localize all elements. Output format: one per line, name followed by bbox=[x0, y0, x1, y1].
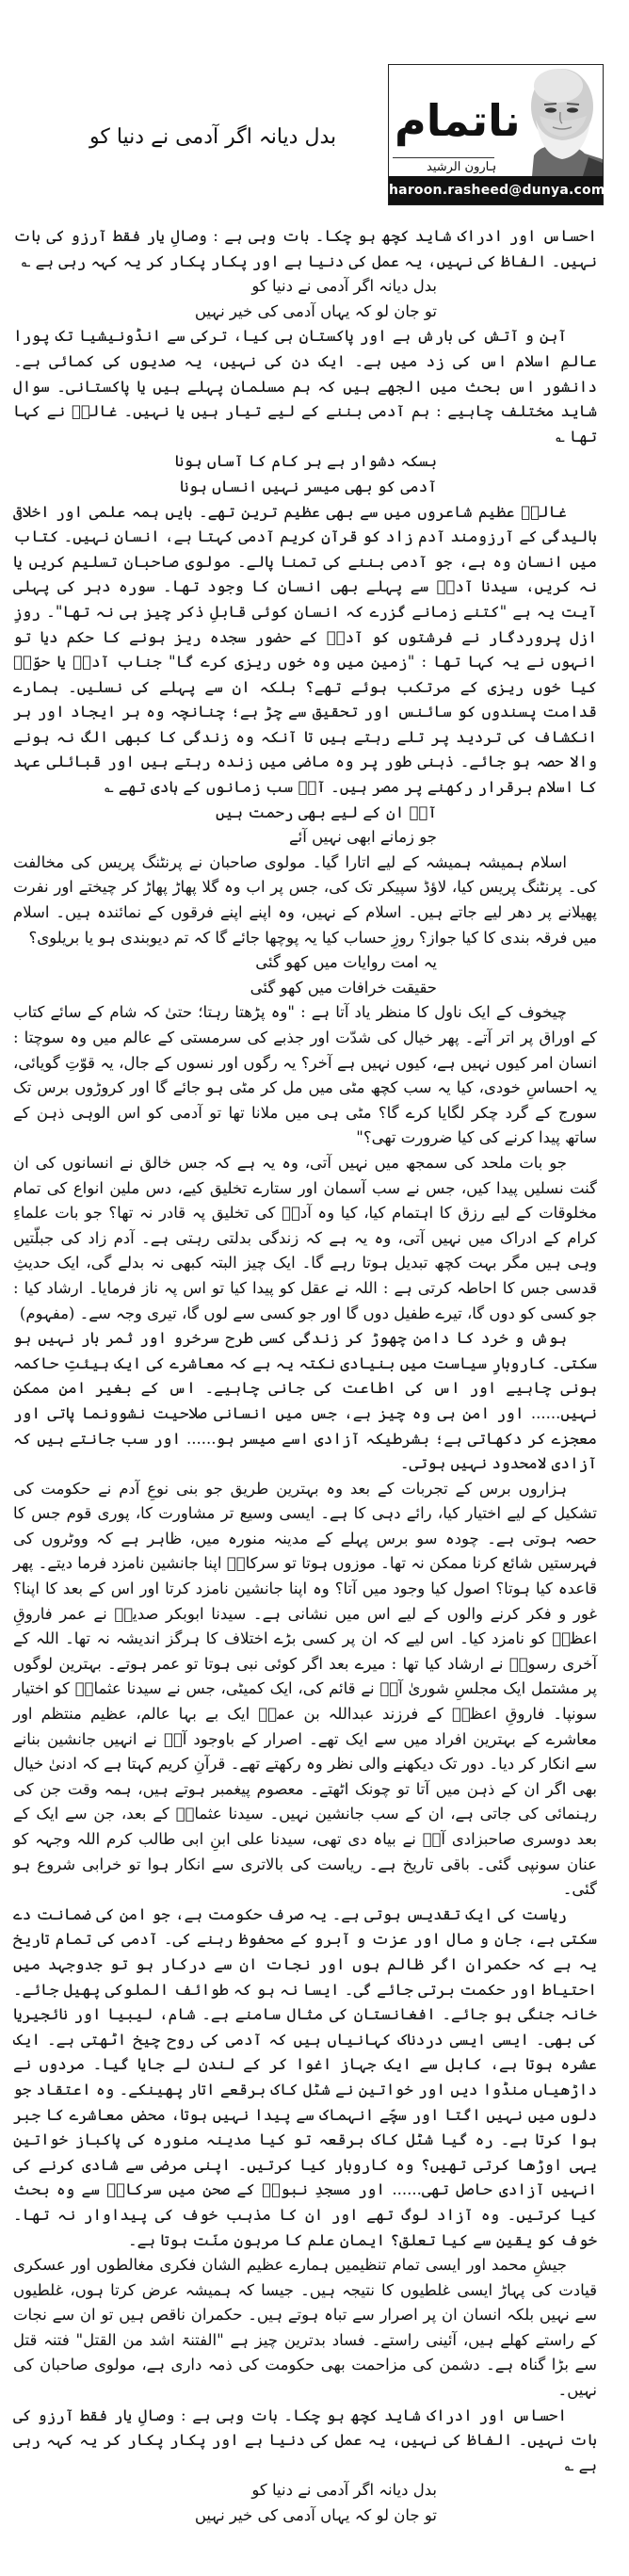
column-logo bbox=[388, 64, 629, 205]
verse-line: تو جان لو کہ یہاں آدمی کی خیر نہیں bbox=[194, 301, 437, 320]
article-paragraph: غالبؔ عظیم شاعروں میں سے بھی عظیم ترین تھے۔ بایں ہمہ علمی اور اخلاقی بالیدگی کے آرزومند آدم زاد کو قرآنِ کریم آدمی کہتا ہے، انسان نہیں۔ کتاب میں انسان وہ ہے، جو آدمی بننے کی تمنا پالے۔ مولوی صاحبان تسلیم کریں یا نہ کریں، سیدنا آدمؑ سے پہلے بھی انسان کا وجود تھا۔ سورہ دہر کی پہلی آیت یہ ہے "کتنے زمانے گزرے کہ انسان کوئی قابلِ ذکر چیز ہی نہ تھا"۔ روزِ ازل پروردگار نے فرشتوں کو آدمؑ کے حضور سجدہ ریز ہونے کا حکم دیا تو انہوں نے یہ کہا تھا : "زمین میں وہ خوں ریزی کرے گا" جناب آدمؑ یا حوّاؑ کیا خوں ریزی کے مرتکب ہوئے تھے؟ بلکہ ان سے پہلے کی نسلیں۔ ہمارے قدامت پسندوں کو سائنس اور تحقیق سے چڑ ہے؛ چنانچہ وہ ہر ایجاد اور ہر انکشاف کی تردید پر تلے رہتے ہیں تا آنکہ وہ زندگی کا کبھی الگ نہ ہونے والا حصہ ہو جائے۔ ذہنی طور پر وہ ماضی میں زندہ رہتے ہیں اور قبائلی عہد کا اسلام برقرار رکھنے پر مصر ہیں۔ آپؐ سب زمانوں کے ہادی تھے ؎ bbox=[13, 502, 597, 797]
column-divider bbox=[393, 157, 494, 158]
article-paragraph: ریاست کی ایک تقدیس ہوتی ہے۔ یہ صرف حکومت ہے، جو امن کی ضمانت دے سکتی ہے، جان و مال اور عزت و آبرو کے محفوظ رہنے کی۔ آدمی کی تمام تاریخ یہ ہے کہ حکمران اگر ظالم ہوں اور نجات ان سے درکار ہو تو جدوجہد میں احتیاط اور حکمت برتی جائے گی۔ ایسا نہ ہو کہ طوائف الملوکی پھیل جائے۔ خانہ جنگی ہو جائے۔ افغانستان کی مثال سامنے ہے۔ شام، لیبیا اور نائجیریا کی بھی۔ ایسی ایسی دردناک کہانیاں ہیں کہ آدمی کی روح چیخ اٹھتی ہے۔ ایک عشرہ ہوتا ہے، کابل سے ایک جہاز اغوا کر کے لندن لے جایا گیا۔ مردوں نے داڑھیاں منڈوا دیں اور خواتین نے شٹل کاک برقعے اتار پھینکے۔ وہ اعتقاد جو دلوں میں نہیں اگتا اور سچّے انہماک سے پیدا نہیں ہوتا، محض معاشرے کا جبر ہوا کرتا ہے۔ رہ گیا شٹل کاک برقعہ تو کیا مدینہ منورہ کی پاکباز خواتین یہی اوڑھا کرتی تھیں؟ وہ کاروبار کیا کرتیں۔ اپنی مرضی سے شادی کرنے کی انہیں آزادی حاصل تھی...... اور مسجدِ نبویؐ کے صحن میں سرکارؐ سے وہ بحث کیا کرتیں۔ وہ آزاد لوگ تھے اور ان کا مذہب خوف کی پیداوار نہ تھا۔ خوف کو یقین سے کیا تعلق؟ ایمان علم کا مرہونِ منّت ہوتا ہے۔ bbox=[13, 1904, 597, 2249]
article-paragraph: ہوش و خرد کا دامن چھوڑ کر زندگی کسی طرح سرخرو اور ثمر بار نہیں ہو سکتی۔ کاروبارِ سیاست میں بنیادی نکتہ یہ ہے کہ معاشرے کی ایک ہیئتِ حاکمہ ہونی چاہیے اور اس کی اطاعت کی جانی چاہیے۔ اس کے بغیر امن ممکن نہیں...... اور امن ہی وہ چیز ہے، جس میں انسانی صلاحیت نشوونما پاتی اور معجزے کر دکھاتی ہے؛ بشرطیکہ آزادی اسے میسر ہو...... اور سب جانتے ہیں کہ آزادی لامحدود نہیں ہوتی۔ bbox=[13, 1329, 597, 1473]
article-body bbox=[13, 224, 597, 2529]
article-paragraph: چیخوف کے ایک ناول کا منظر یاد آتا ہے : "وہ پڑھتا رہتا؛ حتیٰ کہ شام کے سائے کتاب کے اوراق پر اتر آتے۔ پھر خیال کی شدّت اور جذبے کی سرمستی کے عالم میں وہ سوچتا : انسان امر کیوں نہیں ہے، کیوں نہیں ہے آخر؟ یہ رگوں اور نسوں کے جال، یہ قوّتِ گویائی، یہ احساسِ خودی، کیا یہ سب کچھ مٹی میں مل کر مٹی ہو جائے گا اور کروڑوں برس تک سورج کے گرد چکر لگایا کرے گا؟ مٹی ہی میں ملانا تھا تو آدمی کو اس الوہی ذہن کے ساتھ پیدا کرنے کی کیا ضرورت تھی؟" bbox=[13, 1003, 597, 1147]
poetry-verse bbox=[13, 950, 597, 1000]
author-email[interactable]: haroon.rasheed@dunya.com.pk bbox=[389, 176, 603, 204]
verse-line: بسکہ دشوار ہے ہر کام کا آساں ہونا bbox=[174, 452, 437, 471]
verse-line: بدل دیانہ اگر آدمی نے دنیا کو bbox=[251, 2481, 437, 2500]
article-headline: بدل دیانہ اگر آدمی نے دنیا کو bbox=[89, 125, 337, 149]
verse-line: حقیقت خرافات میں کھو گئی bbox=[250, 978, 437, 996]
article-paragraph: جو بات ملحد کی سمجھ میں نہیں آتی، وہ یہ ہے کہ جس خالق نے انسانوں کی ان گنت نسلیں پیدا کیں، جس نے سب آسمان اور ستارے تخلیق کیے، دس ملین انواع کی تمام مخلوقات کے لیے رزق کا اہتمام کیا، کیا وہ آدمؑ کی تخلیق پہ قادر نہ تھا؟ جو بات علماءِ کرام کے ادراک میں نہیں آتی، وہ یہ ہے کہ زندگی بدلتی رہتی ہے۔ آدم زاد کی جبلّتیں وہی ہیں مگر بہت کچھ تبدیل ہوتا رہے گا۔ ایک چیز البتہ کبھی نہ بدلے گی، ایک حدیثِ قدسی جس کا احاطہ کرتی ہے : اللہ نے عقل کو پیدا کیا تو اس پہ ناز فرمایا۔ ارشاد کیا : جو کسی کو دوں گا، تیرے طفیل دوں گا اور جو کسی سے لوں گا، تیری وجہ سے۔ (مفہوم) bbox=[13, 1153, 597, 1322]
poetry-verse bbox=[13, 274, 597, 324]
verse-line: تو جان لو کہ یہاں آدمی کی خیر نہیں bbox=[194, 2506, 437, 2525]
verse-line: یہ امت روایات میں کھو گئی bbox=[255, 953, 437, 972]
poetry-verse bbox=[13, 449, 597, 499]
article-paragraph: آہن و آتش کی بارش ہے اور پاکستان ہی کیا، ترکی سے انڈونیشیا تک پورا عالمِ اسلام اس کی زد میں ہے۔ ایک دن کی نہیں، یہ صدیوں کی کمائی ہے۔ دانشور اس بحث میں الجھے ہیں کہ ہم مسلمان پہلے ہیں یا پاکستانی۔ سوال شاید مختلف چاہیے : ہم آدمی بننے کے لیے تیار ہیں یا نہیں۔ غالبؔ نے کہا تھا ؎ bbox=[13, 327, 597, 446]
article-paragraph: جیشِ محمد اور ایسی تمام تنظیمیں ہمارے عظیم الشان فکری مغالطوں اور عسکری قیادت کی پہاڑ ایسی غلطیوں کا نتیجہ ہیں۔ جیسا کہ ہمیشہ عرض کرتا ہوں، غلطیوں سے نہیں بلکہ انسان ان پر اصرار سے تباہ ہوتے ہیں۔ حکمران ناقص ہیں تو ان سے نجات کے راستے کھلے ہیں، آئینی راستے۔ فساد بدترین چیز ہے "الفتنۃ اشد من القتل" فتنہ قتل سے بڑا گناہ ہے۔ دشمن کی مزاحمت بھی حکومت کی ذمہ داری ہے، مولوی صاحبان کی نہیں۔ bbox=[13, 2256, 597, 2400]
columnist-portrait-icon bbox=[513, 65, 603, 176]
author-name: ہارون الرشید bbox=[427, 160, 497, 174]
verse-line: بدل دیانہ اگر آدمی نے دنیا کو bbox=[251, 277, 437, 296]
poetry-verse bbox=[13, 801, 597, 851]
verse-line: جو زمانے ابھی نہیں آئے bbox=[289, 828, 437, 847]
column-name: ناتمام bbox=[395, 95, 521, 146]
verse-line: آدمی کو بھی میسر نہیں انساں ہونا bbox=[179, 477, 437, 495]
article-paragraph: احساس اور ادراک شاید کچھ ہو چکا۔ بات وہی ہے : وصالِ یار فقط آرزو کی بات نہیں۔ الفاظ کی نہیں، یہ عمل کی دنیا ہے اور پکار پکار کر یہ کہہ رہی ہے ؎ bbox=[13, 2406, 597, 2474]
poetry-verse bbox=[13, 2478, 597, 2528]
article-paragraph: ہزاروں برس کے تجربات کے بعد وہ بہترین طریق جو بنی نوعِ آدم نے حکومت کی تشکیل کے لیے اختیار کیا، رائے دہی کا ہے۔ ایسی وسیع تر مشاورت کا، پوری قوم جس کا حصہ ہوتی ہے۔ چودہ سو برس پہلے کے مدینہ منورہ میں، ظاہر ہے کہ ووٹروں کی فہرستیں شائع کرنا ممکن نہ تھا۔ موزوں ہوتا تو سرکارؐ اپنا جانشین نامزد فرما دیتے۔ پھر قاعدہ کیا ہوتا؟ اصول کیا وجود میں آتا؟ وہ اپنا جانشین نامزد کرتا اور اس کے بعد کا اپنا؟ غور و فکر کرنے والوں کے لیے اس میں نشانی ہے۔ سیدنا ابوبکر صدیقؓ نے عمر فاروقِ اعظمؓ کو نامزد کیا۔ اس لیے کہ ان پر کسی بڑے اختلاف کا ہرگز اندیشہ نہ تھا۔ اللہ کے آخری رسولؐ نے ارشاد کیا تھا : میرے بعد اگر کوئی نبی ہوتا تو عمر ہوتے۔ بہترین لوگوں پر مشتمل ایک مجلسِ شوریٰ آپؓ نے قائم کی، ایک کمیٹی، جس نے سیدنا عثمانؓ کو اختیار سونپا۔ فاروقِ اعظمؓ کے فرزند عبداللہ بن عمرؓ ایک بے بہا عالم، عظیم منتظم اور معاشرے کے بہترین افراد میں سے ایک تھے۔ اصرار کے باوجود آپؓ نے انہیں جانشین بنانے سے انکار کر دیا۔ دور تک دیکھنے والی نظر وہ رکھتے تھے۔ قرآنِ کریم کہتا ہے کہ ادنیٰ خیال بھی اگر ان کے ذہن میں آتا تو چونک اٹھتے۔ معصوم پیغمبر ہوتے ہیں، ہمہ وقت جن کی رہنمائی کی جاتی ہے، ان کے سب جانشین نہیں۔ سیدنا عثمانؓ کے بعد، جن سے ایک کے بعد دوسری صاحبزادی آپؐ نے بیاہ دی تھی، سیدنا علی ابنِ ابی طالب کرم اللہ وجہہ کو عنان سونپی گئی۔ باقی تاریخ ہے۔ ریاست کی بالاتری سے انکار ہوا تو خرابی شروع ہو گئی۔ bbox=[13, 1479, 597, 1899]
article-paragraph: اسلام ہمیشہ ہمیشہ کے لیے اتارا گیا۔ مولوی صاحبان نے پرنٹنگ پریس کی مخالفت کی۔ پرنٹنگ پریس کیا، لاؤڈ سپیکر تک کی، جس پر اب وہ گلا پھاڑ پھاڑ کر چیختے اور نفرت پھیلانے پر دھر لیے جاتے ہیں۔ اسلام کے نہیں، وہ اپنے اپنے فرقوں کے نمائندہ ہیں۔ اسلام میں فرقہ بندی کا کیا جواز؟ روزِ حساب کیا یہ پوچھا جائے گا کہ تم دیوبندی ہو یا بریلوی؟ bbox=[13, 852, 597, 947]
article-paragraph: احساس اور ادراک شاید کچھ ہو چکا۔ بات وہی ہے : وصالِ یار فقط آرزو کی بات نہیں۔ الفاظ کی نہیں، یہ عمل کی دنیا ہے اور پکار پکار کر یہ کہہ رہی ہے ؎ bbox=[13, 227, 597, 270]
column-header bbox=[0, 0, 629, 217]
verse-line: آپؐ ان کے لیے بھی رحمت ہیں bbox=[216, 802, 437, 821]
